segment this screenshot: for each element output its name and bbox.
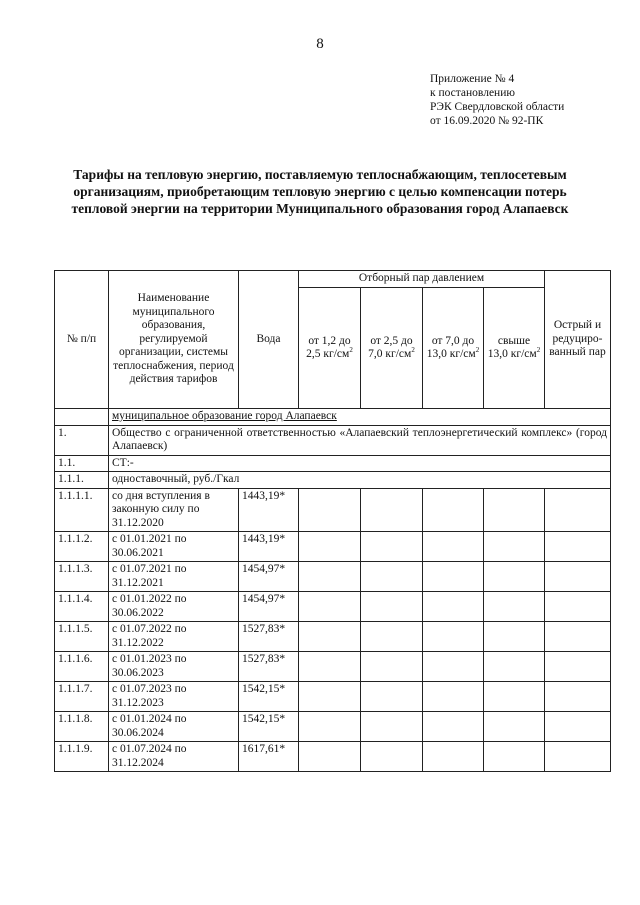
row-period: с 01.01.2021 по 30.06.2021: [109, 532, 239, 562]
row-empty-cell: [545, 488, 611, 532]
tariff-table: [54, 270, 611, 772]
row-empty-cell: [361, 562, 423, 592]
row-water-value: 1542,15*: [239, 712, 299, 742]
row-empty-cell: [545, 622, 611, 652]
row-empty-cell: [484, 682, 545, 712]
row-empty-cell: [423, 532, 484, 562]
header-steam-group: Отборный пар давлением: [299, 271, 545, 288]
section-row: [55, 409, 611, 426]
row-period: с 01.07.2022 по 31.12.2022: [109, 622, 239, 652]
row-empty-cell: [545, 682, 611, 712]
row-empty-cell: [299, 532, 361, 562]
row-empty-cell: [299, 742, 361, 772]
row-period: с 01.01.2023 по 30.06.2023: [109, 652, 239, 682]
row-empty-cell: [299, 682, 361, 712]
table-row: [55, 742, 611, 772]
org-num: 1.: [55, 425, 109, 455]
row-num: 1.1.1.9.: [55, 742, 109, 772]
row-water-value: 1527,83*: [239, 622, 299, 652]
appendix-line: РЭК Свердловской области: [430, 101, 565, 113]
cell-empty: [55, 409, 109, 426]
header-sharp-steam: Острый и редуциро-ванный пар: [545, 271, 611, 409]
header-pressure-3: от 7,0 до 13,0 $кг/см^2$: [423, 288, 484, 409]
table-row: [55, 622, 611, 652]
row-num: 1.1.1.1.: [55, 488, 109, 532]
row-empty-cell: [423, 562, 484, 592]
row-empty-cell: [423, 712, 484, 742]
row-empty-cell: [484, 592, 545, 622]
header-pressure-2: от 2,5 до 7,0 $кг/см^2$: [361, 288, 423, 409]
row-num: 1.1.1.8.: [55, 712, 109, 742]
appendix-block: [430, 72, 564, 128]
rate-type-row: [55, 472, 611, 489]
row-period: с 01.07.2021 по 31.12.2021: [109, 562, 239, 592]
row-water-value: 1454,97*: [239, 562, 299, 592]
row-empty-cell: [423, 742, 484, 772]
document-title: Тарифы на тепловую энергию, поставляемую теплоснабжающим, теплосетевым организациям, приобретающим тепловую энергию с целью компенсации потерь тепловой энергии на территории Муниципального образования город Алапаевск: [71, 167, 569, 216]
system-num: 1.1.: [55, 455, 109, 472]
rate-type: одноставочный, руб./Гкал: [109, 472, 611, 489]
row-period: с 01.07.2023 по 31.12.2023: [109, 682, 239, 712]
header-pressure-4: свыше 13,0 $кг/см^2$: [484, 288, 545, 409]
table-row: [55, 532, 611, 562]
table-row: [55, 652, 611, 682]
table-row: [55, 592, 611, 622]
row-water-value: 1443,19*: [239, 532, 299, 562]
row-empty-cell: [361, 682, 423, 712]
row-empty-cell: [423, 622, 484, 652]
header-name: Наименование муниципального образования, регулируемой организации, системы теплоснабжения, период действия тарифов: [109, 271, 239, 409]
row-empty-cell: [423, 592, 484, 622]
appendix-line: от 16.09.2020 № 92-ПК: [430, 115, 544, 127]
table-row: [55, 562, 611, 592]
header-water: Вода: [239, 271, 299, 409]
row-water-value: 1454,97*: [239, 592, 299, 622]
row-empty-cell: [299, 652, 361, 682]
row-empty-cell: [361, 622, 423, 652]
row-period: с 01.01.2022 по 30.06.2022: [109, 592, 239, 622]
row-empty-cell: [423, 488, 484, 532]
row-empty-cell: [545, 562, 611, 592]
row-empty-cell: [484, 488, 545, 532]
row-empty-cell: [484, 742, 545, 772]
appendix-line: к постановлению: [430, 87, 515, 99]
table-row: [55, 712, 611, 742]
row-water-value: 1527,83*: [239, 652, 299, 682]
row-empty-cell: [484, 622, 545, 652]
row-period: со дня вступления в законную силу по 31.12.2020: [109, 488, 239, 532]
row-empty-cell: [484, 532, 545, 562]
row-empty-cell: [299, 622, 361, 652]
row-num: 1.1.1.6.: [55, 652, 109, 682]
rate-num: 1.1.1.: [55, 472, 109, 489]
row-empty-cell: [361, 652, 423, 682]
row-num: 1.1.1.3.: [55, 562, 109, 592]
row-num: 1.1.1.2.: [55, 532, 109, 562]
row-empty-cell: [545, 652, 611, 682]
row-num: 1.1.1.5.: [55, 622, 109, 652]
row-water-value: 1617,61*: [239, 742, 299, 772]
row-empty-cell: [299, 562, 361, 592]
header-pressure-1: от 1,2 до 2,5 $кг/см^2$: [299, 288, 361, 409]
row-empty-cell: [545, 532, 611, 562]
row-empty-cell: [299, 592, 361, 622]
row-empty-cell: [484, 712, 545, 742]
row-empty-cell: [299, 488, 361, 532]
page-number: 8: [316, 36, 324, 52]
row-num: 1.1.1.4.: [55, 592, 109, 622]
section-title: муниципальное образование город Алапаевск: [109, 409, 611, 426]
row-empty-cell: [484, 652, 545, 682]
header-num: № п/п: [55, 271, 109, 409]
row-num: 1.1.1.7.: [55, 682, 109, 712]
row-empty-cell: [361, 488, 423, 532]
row-empty-cell: [299, 712, 361, 742]
row-empty-cell: [545, 592, 611, 622]
row-empty-cell: [361, 532, 423, 562]
org-name: Общество с ограниченной ответственностью «Алапаевский теплоэнергетический комплекс» (город Алапаевск): [109, 425, 611, 455]
row-period: с 01.07.2024 по 31.12.2024: [109, 742, 239, 772]
row-empty-cell: [361, 742, 423, 772]
row-empty-cell: [423, 652, 484, 682]
row-empty-cell: [545, 712, 611, 742]
table-row: [55, 682, 611, 712]
row-water-value: 1542,15*: [239, 682, 299, 712]
appendix-line: Приложение № 4: [430, 73, 515, 85]
row-empty-cell: [423, 682, 484, 712]
row-water-value: 1443,19*: [239, 488, 299, 532]
row-empty-cell: [361, 592, 423, 622]
table-row: [55, 488, 611, 532]
row-period: с 01.01.2024 по 30.06.2024: [109, 712, 239, 742]
system-label: СТ:-: [109, 455, 611, 472]
row-empty-cell: [545, 742, 611, 772]
row-empty-cell: [361, 712, 423, 742]
system-row: [55, 455, 611, 472]
organization-row: [55, 425, 611, 455]
row-empty-cell: [484, 562, 545, 592]
